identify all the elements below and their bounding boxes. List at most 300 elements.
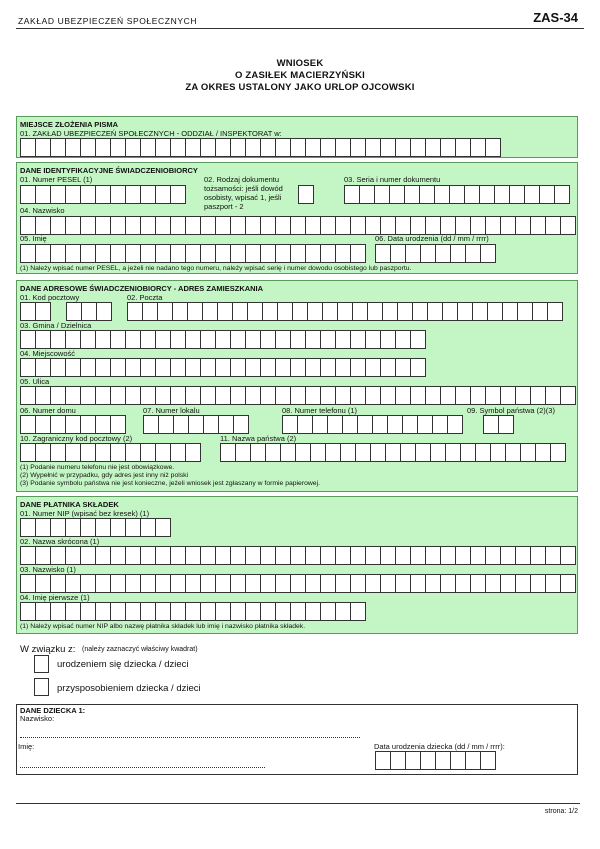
- input-cell[interactable]: [36, 330, 51, 349]
- input-cell[interactable]: [321, 138, 336, 157]
- input-cell[interactable]: [96, 415, 111, 434]
- input-cell[interactable]: [278, 302, 293, 321]
- input-cell[interactable]: [336, 358, 351, 377]
- input-cell[interactable]: [216, 138, 231, 157]
- input-cell[interactable]: [246, 216, 261, 235]
- input-cell[interactable]: [336, 386, 351, 405]
- input-cell[interactable]: [381, 358, 396, 377]
- input-cell[interactable]: [81, 185, 96, 204]
- input-cell[interactable]: [186, 358, 201, 377]
- input-cell[interactable]: [141, 602, 156, 621]
- input-cell[interactable]: [201, 216, 216, 235]
- input-cell[interactable]: [66, 546, 81, 565]
- input-cell[interactable]: [51, 216, 66, 235]
- input-cell[interactable]: [366, 358, 381, 377]
- input-cell[interactable]: [546, 574, 561, 593]
- input-cell[interactable]: [21, 216, 36, 235]
- input-cell[interactable]: [186, 216, 201, 235]
- input-cell[interactable]: [456, 386, 471, 405]
- input-cell[interactable]: [484, 415, 499, 434]
- input-cell[interactable]: [201, 602, 216, 621]
- input-cell[interactable]: [336, 330, 351, 349]
- input-cell[interactable]: [336, 216, 351, 235]
- input-cell[interactable]: [66, 216, 81, 235]
- input-cell[interactable]: [298, 415, 313, 434]
- input-cell[interactable]: [66, 185, 81, 204]
- input-cell[interactable]: [21, 386, 36, 405]
- input-cell[interactable]: [516, 386, 531, 405]
- input-cell[interactable]: [441, 138, 456, 157]
- input-cell[interactable]: [186, 546, 201, 565]
- input-cell[interactable]: [141, 330, 156, 349]
- input-cell[interactable]: [471, 386, 486, 405]
- input-cell[interactable]: [291, 138, 306, 157]
- input-cell[interactable]: [465, 185, 480, 204]
- input-cell[interactable]: [231, 138, 246, 157]
- input-cell[interactable]: [306, 138, 321, 157]
- input-cell[interactable]: [21, 138, 36, 157]
- input-cell[interactable]: [390, 185, 405, 204]
- input-cell[interactable]: [383, 302, 398, 321]
- input-cell[interactable]: [141, 244, 156, 263]
- input-cell[interactable]: [21, 443, 36, 462]
- input-cell[interactable]: [221, 443, 236, 462]
- input-cell[interactable]: [141, 138, 156, 157]
- input-cell[interactable]: [261, 546, 276, 565]
- input-cell[interactable]: [366, 330, 381, 349]
- input-cell[interactable]: [231, 602, 246, 621]
- input-cell[interactable]: [486, 138, 501, 157]
- input-cell[interactable]: [21, 546, 36, 565]
- input-cell[interactable]: [323, 302, 338, 321]
- input-cell[interactable]: [126, 602, 141, 621]
- input-cell[interactable]: [111, 386, 126, 405]
- input-cell[interactable]: [411, 546, 426, 565]
- input-cell[interactable]: [141, 185, 156, 204]
- input-cell[interactable]: [96, 386, 111, 405]
- input-cell[interactable]: [450, 185, 465, 204]
- input-cell[interactable]: [171, 244, 186, 263]
- input-cell[interactable]: [326, 443, 341, 462]
- flat-no-input[interactable]: [143, 415, 249, 434]
- input-cell[interactable]: [81, 574, 96, 593]
- input-cell[interactable]: [555, 185, 570, 204]
- input-cell[interactable]: [36, 602, 51, 621]
- input-cell[interactable]: [233, 302, 248, 321]
- input-cell[interactable]: [171, 602, 186, 621]
- input-cell[interactable]: [141, 574, 156, 593]
- nip-input[interactable]: [20, 518, 171, 537]
- input-cell[interactable]: [436, 244, 451, 263]
- input-cell[interactable]: [296, 443, 311, 462]
- input-cell[interactable]: [561, 216, 576, 235]
- input-cell[interactable]: [396, 358, 411, 377]
- input-cell[interactable]: [81, 415, 96, 434]
- street-input[interactable]: [20, 386, 576, 405]
- input-cell[interactable]: [236, 443, 251, 462]
- input-cell[interactable]: [171, 546, 186, 565]
- input-cell[interactable]: [299, 185, 314, 204]
- input-cell[interactable]: [126, 574, 141, 593]
- input-cell[interactable]: [66, 138, 81, 157]
- input-cell[interactable]: [291, 216, 306, 235]
- input-cell[interactable]: [516, 546, 531, 565]
- input-cell[interactable]: [51, 518, 66, 537]
- zus-office-input[interactable]: [20, 138, 501, 157]
- input-cell[interactable]: [216, 358, 231, 377]
- input-cell[interactable]: [126, 244, 141, 263]
- input-cell[interactable]: [368, 302, 383, 321]
- input-cell[interactable]: [291, 244, 306, 263]
- locality-input[interactable]: [20, 358, 426, 377]
- input-cell[interactable]: [246, 574, 261, 593]
- input-cell[interactable]: [421, 244, 436, 263]
- input-cell[interactable]: [51, 358, 66, 377]
- input-cell[interactable]: [321, 216, 336, 235]
- input-cell[interactable]: [411, 330, 426, 349]
- input-cell[interactable]: [306, 330, 321, 349]
- input-cell[interactable]: [351, 546, 366, 565]
- input-cell[interactable]: [67, 302, 82, 321]
- input-cell[interactable]: [126, 518, 141, 537]
- input-cell[interactable]: [276, 244, 291, 263]
- input-cell[interactable]: [248, 302, 263, 321]
- input-cell[interactable]: [376, 751, 391, 770]
- postal-code-part1-input[interactable]: [20, 302, 51, 321]
- input-cell[interactable]: [328, 415, 343, 434]
- input-cell[interactable]: [36, 415, 51, 434]
- input-cell[interactable]: [506, 443, 521, 462]
- input-cell[interactable]: [66, 358, 81, 377]
- country-symbol-input[interactable]: [483, 415, 514, 434]
- input-cell[interactable]: [204, 415, 219, 434]
- input-cell[interactable]: [51, 546, 66, 565]
- input-cell[interactable]: [66, 330, 81, 349]
- input-cell[interactable]: [231, 358, 246, 377]
- country-name-input[interactable]: [220, 443, 566, 462]
- input-cell[interactable]: [426, 138, 441, 157]
- input-cell[interactable]: [306, 546, 321, 565]
- input-cell[interactable]: [81, 518, 96, 537]
- input-cell[interactable]: [426, 574, 441, 593]
- input-cell[interactable]: [471, 574, 486, 593]
- input-cell[interactable]: [156, 386, 171, 405]
- input-cell[interactable]: [321, 330, 336, 349]
- input-cell[interactable]: [481, 244, 496, 263]
- input-cell[interactable]: [396, 330, 411, 349]
- input-cell[interactable]: [441, 216, 456, 235]
- input-cell[interactable]: [21, 330, 36, 349]
- input-cell[interactable]: [156, 358, 171, 377]
- input-cell[interactable]: [141, 443, 156, 462]
- input-cell[interactable]: [398, 302, 413, 321]
- input-cell[interactable]: [144, 415, 159, 434]
- input-cell[interactable]: [486, 546, 501, 565]
- input-cell[interactable]: [311, 443, 326, 462]
- input-cell[interactable]: [266, 443, 281, 462]
- input-cell[interactable]: [321, 546, 336, 565]
- input-cell[interactable]: [111, 574, 126, 593]
- input-cell[interactable]: [66, 244, 81, 263]
- input-cell[interactable]: [141, 358, 156, 377]
- input-cell[interactable]: [428, 302, 443, 321]
- input-cell[interactable]: [171, 330, 186, 349]
- input-cell[interactable]: [546, 386, 561, 405]
- input-cell[interactable]: [36, 443, 51, 462]
- input-cell[interactable]: [306, 216, 321, 235]
- input-cell[interactable]: [411, 138, 426, 157]
- input-cell[interactable]: [186, 386, 201, 405]
- input-cell[interactable]: [171, 574, 186, 593]
- input-cell[interactable]: [156, 216, 171, 235]
- input-cell[interactable]: [306, 602, 321, 621]
- input-cell[interactable]: [171, 443, 186, 462]
- input-cell[interactable]: [403, 415, 418, 434]
- input-cell[interactable]: [435, 185, 450, 204]
- input-cell[interactable]: [21, 574, 36, 593]
- input-cell[interactable]: [96, 443, 111, 462]
- input-cell[interactable]: [36, 244, 51, 263]
- input-cell[interactable]: [111, 358, 126, 377]
- input-cell[interactable]: [561, 546, 576, 565]
- input-cell[interactable]: [461, 443, 476, 462]
- input-cell[interactable]: [111, 185, 126, 204]
- input-cell[interactable]: [126, 358, 141, 377]
- input-cell[interactable]: [158, 302, 173, 321]
- input-cell[interactable]: [51, 386, 66, 405]
- input-cell[interactable]: [111, 546, 126, 565]
- input-cell[interactable]: [540, 185, 555, 204]
- input-cell[interactable]: [171, 358, 186, 377]
- house-no-input[interactable]: [20, 415, 126, 434]
- input-cell[interactable]: [426, 546, 441, 565]
- input-cell[interactable]: [291, 330, 306, 349]
- adoption-checkbox[interactable]: [34, 678, 49, 696]
- input-cell[interactable]: [491, 443, 506, 462]
- input-cell[interactable]: [156, 546, 171, 565]
- input-cell[interactable]: [276, 216, 291, 235]
- input-cell[interactable]: [66, 415, 81, 434]
- input-cell[interactable]: [81, 216, 96, 235]
- input-cell[interactable]: [501, 546, 516, 565]
- birth-checkbox[interactable]: [34, 655, 49, 673]
- input-cell[interactable]: [201, 358, 216, 377]
- input-cell[interactable]: [456, 138, 471, 157]
- input-cell[interactable]: [441, 546, 456, 565]
- input-cell[interactable]: [308, 302, 323, 321]
- input-cell[interactable]: [51, 244, 66, 263]
- input-cell[interactable]: [126, 386, 141, 405]
- input-cell[interactable]: [51, 602, 66, 621]
- input-cell[interactable]: [216, 546, 231, 565]
- input-cell[interactable]: [141, 386, 156, 405]
- input-cell[interactable]: [141, 518, 156, 537]
- input-cell[interactable]: [396, 138, 411, 157]
- input-cell[interactable]: [21, 302, 36, 321]
- input-cell[interactable]: [261, 602, 276, 621]
- input-cell[interactable]: [189, 415, 204, 434]
- input-cell[interactable]: [336, 602, 351, 621]
- input-cell[interactable]: [111, 415, 126, 434]
- input-cell[interactable]: [480, 185, 495, 204]
- input-cell[interactable]: [276, 574, 291, 593]
- input-cell[interactable]: [433, 415, 448, 434]
- input-cell[interactable]: [231, 574, 246, 593]
- input-cell[interactable]: [396, 574, 411, 593]
- input-cell[interactable]: [216, 330, 231, 349]
- input-cell[interactable]: [391, 751, 406, 770]
- input-cell[interactable]: [531, 216, 546, 235]
- input-cell[interactable]: [186, 330, 201, 349]
- input-cell[interactable]: [276, 358, 291, 377]
- input-cell[interactable]: [231, 216, 246, 235]
- input-cell[interactable]: [358, 415, 373, 434]
- input-cell[interactable]: [81, 330, 96, 349]
- input-cell[interactable]: [36, 358, 51, 377]
- input-cell[interactable]: [381, 546, 396, 565]
- input-cell[interactable]: [36, 518, 51, 537]
- input-cell[interactable]: [321, 574, 336, 593]
- input-cell[interactable]: [356, 443, 371, 462]
- input-cell[interactable]: [405, 185, 420, 204]
- input-cell[interactable]: [345, 185, 360, 204]
- input-cell[interactable]: [156, 574, 171, 593]
- input-cell[interactable]: [551, 443, 566, 462]
- input-cell[interactable]: [283, 415, 298, 434]
- input-cell[interactable]: [381, 574, 396, 593]
- input-cell[interactable]: [246, 244, 261, 263]
- input-cell[interactable]: [306, 244, 321, 263]
- input-cell[interactable]: [186, 443, 201, 462]
- input-cell[interactable]: [381, 216, 396, 235]
- input-cell[interactable]: [381, 330, 396, 349]
- input-cell[interactable]: [156, 443, 171, 462]
- input-cell[interactable]: [21, 518, 36, 537]
- input-cell[interactable]: [81, 546, 96, 565]
- input-cell[interactable]: [66, 443, 81, 462]
- input-cell[interactable]: [261, 386, 276, 405]
- child-surname-input[interactable]: [20, 737, 360, 738]
- input-cell[interactable]: [546, 216, 561, 235]
- input-cell[interactable]: [276, 138, 291, 157]
- input-cell[interactable]: [495, 185, 510, 204]
- phone-input[interactable]: [282, 415, 463, 434]
- input-cell[interactable]: [406, 751, 421, 770]
- input-cell[interactable]: [156, 330, 171, 349]
- input-cell[interactable]: [261, 330, 276, 349]
- input-cell[interactable]: [21, 415, 36, 434]
- input-cell[interactable]: [66, 574, 81, 593]
- input-cell[interactable]: [313, 415, 328, 434]
- input-cell[interactable]: [219, 415, 234, 434]
- doc-type-input[interactable]: [298, 185, 314, 204]
- input-cell[interactable]: [431, 443, 446, 462]
- input-cell[interactable]: [411, 574, 426, 593]
- input-cell[interactable]: [291, 574, 306, 593]
- input-cell[interactable]: [456, 216, 471, 235]
- input-cell[interactable]: [525, 185, 540, 204]
- input-cell[interactable]: [420, 185, 435, 204]
- input-cell[interactable]: [533, 302, 548, 321]
- input-cell[interactable]: [376, 244, 391, 263]
- input-cell[interactable]: [351, 330, 366, 349]
- input-cell[interactable]: [126, 216, 141, 235]
- input-cell[interactable]: [156, 244, 171, 263]
- surname-input[interactable]: [20, 216, 576, 235]
- input-cell[interactable]: [96, 216, 111, 235]
- input-cell[interactable]: [388, 415, 403, 434]
- input-cell[interactable]: [366, 138, 381, 157]
- input-cell[interactable]: [336, 138, 351, 157]
- input-cell[interactable]: [66, 602, 81, 621]
- input-cell[interactable]: [111, 216, 126, 235]
- input-cell[interactable]: [126, 185, 141, 204]
- input-cell[interactable]: [201, 138, 216, 157]
- input-cell[interactable]: [36, 185, 51, 204]
- short-name-input[interactable]: [20, 546, 576, 565]
- input-cell[interactable]: [501, 216, 516, 235]
- doc-series-input[interactable]: [344, 185, 570, 204]
- input-cell[interactable]: [466, 751, 481, 770]
- input-cell[interactable]: [421, 751, 436, 770]
- input-cell[interactable]: [171, 185, 186, 204]
- input-cell[interactable]: [536, 443, 551, 462]
- input-cell[interactable]: [231, 546, 246, 565]
- input-cell[interactable]: [201, 386, 216, 405]
- first-name-input[interactable]: [20, 244, 366, 263]
- input-cell[interactable]: [351, 358, 366, 377]
- input-cell[interactable]: [251, 443, 266, 462]
- input-cell[interactable]: [548, 302, 563, 321]
- input-cell[interactable]: [426, 386, 441, 405]
- input-cell[interactable]: [366, 546, 381, 565]
- input-cell[interactable]: [173, 302, 188, 321]
- input-cell[interactable]: [336, 546, 351, 565]
- input-cell[interactable]: [360, 185, 375, 204]
- input-cell[interactable]: [486, 574, 501, 593]
- input-cell[interactable]: [216, 244, 231, 263]
- input-cell[interactable]: [21, 602, 36, 621]
- input-cell[interactable]: [501, 386, 516, 405]
- input-cell[interactable]: [471, 138, 486, 157]
- input-cell[interactable]: [81, 244, 96, 263]
- input-cell[interactable]: [96, 330, 111, 349]
- input-cell[interactable]: [276, 546, 291, 565]
- input-cell[interactable]: [466, 244, 481, 263]
- input-cell[interactable]: [36, 546, 51, 565]
- input-cell[interactable]: [451, 751, 466, 770]
- input-cell[interactable]: [503, 302, 518, 321]
- input-cell[interactable]: [441, 386, 456, 405]
- input-cell[interactable]: [321, 358, 336, 377]
- input-cell[interactable]: [36, 302, 51, 321]
- input-cell[interactable]: [111, 518, 126, 537]
- input-cell[interactable]: [306, 358, 321, 377]
- input-cell[interactable]: [456, 574, 471, 593]
- input-cell[interactable]: [21, 185, 36, 204]
- input-cell[interactable]: [291, 358, 306, 377]
- input-cell[interactable]: [66, 518, 81, 537]
- input-cell[interactable]: [36, 138, 51, 157]
- input-cell[interactable]: [486, 216, 501, 235]
- input-cell[interactable]: [281, 443, 296, 462]
- input-cell[interactable]: [381, 138, 396, 157]
- input-cell[interactable]: [246, 546, 261, 565]
- input-cell[interactable]: [97, 302, 112, 321]
- input-cell[interactable]: [416, 443, 431, 462]
- input-cell[interactable]: [96, 185, 111, 204]
- input-cell[interactable]: [418, 415, 433, 434]
